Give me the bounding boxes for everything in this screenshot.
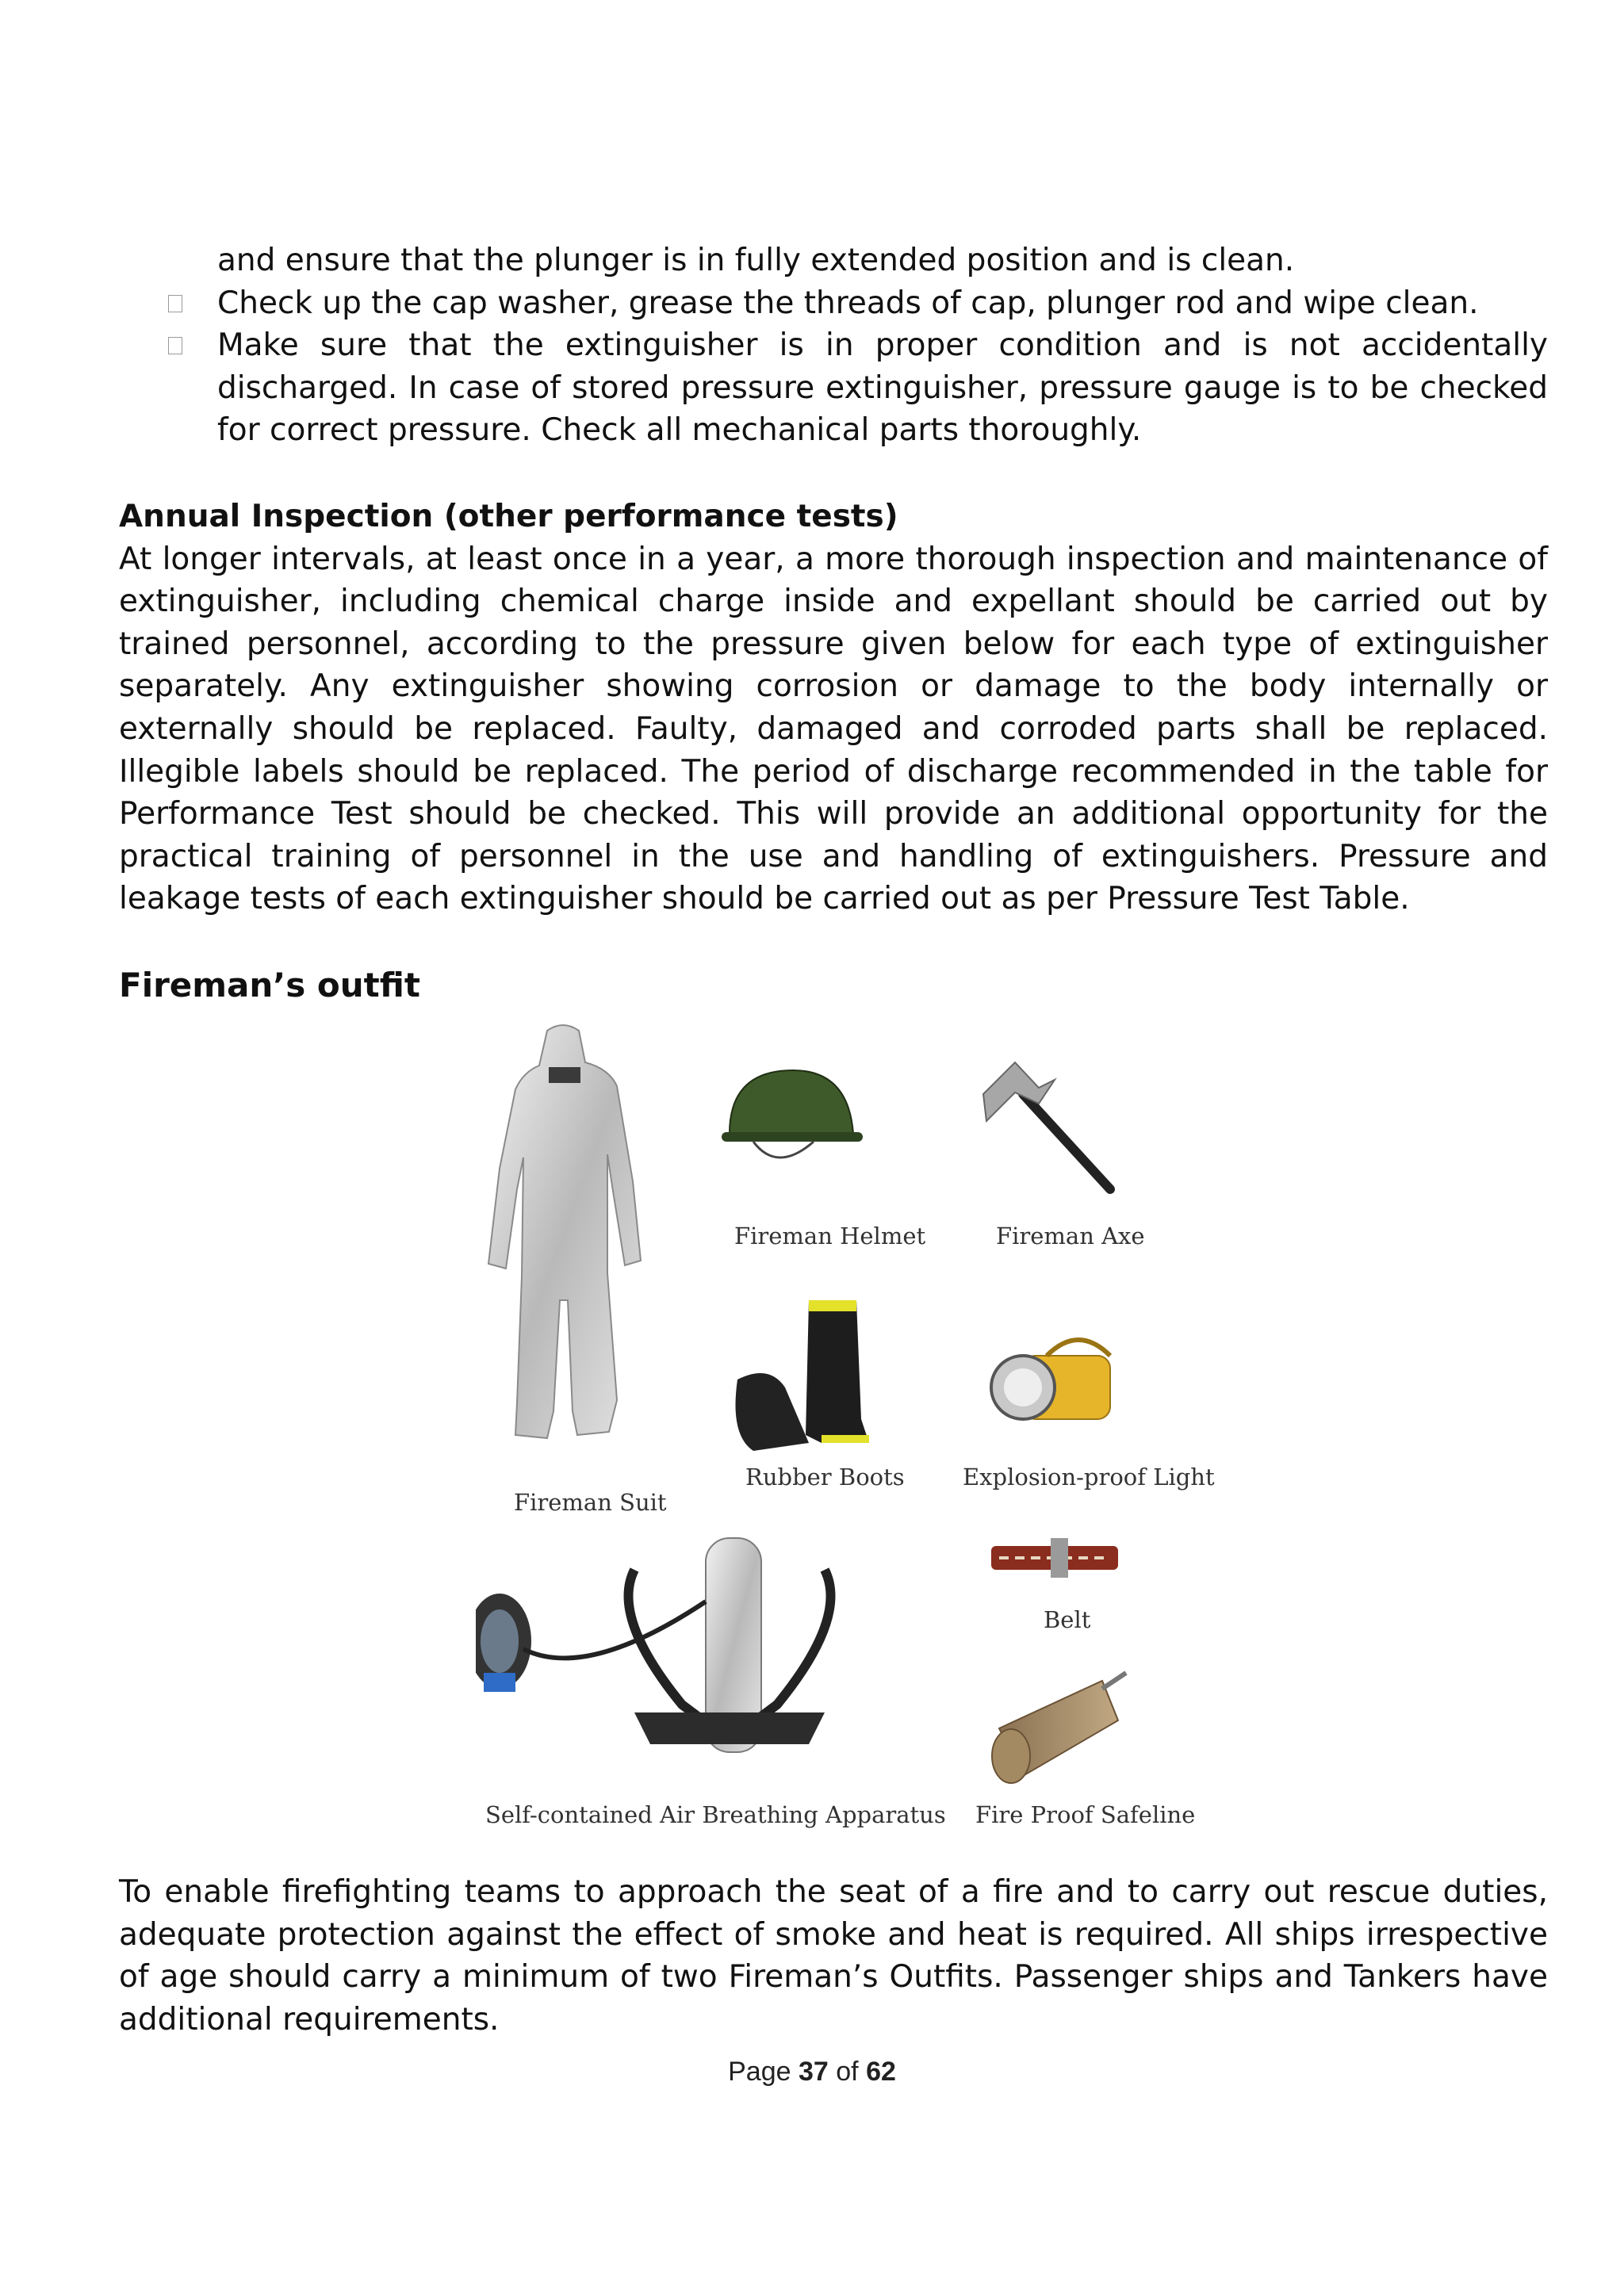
explosion-proof-light-icon bbox=[991, 1340, 1110, 1419]
fireman-outfit-section bbox=[119, 963, 1548, 1008]
bullet-icon bbox=[168, 337, 182, 354]
fireman-helmet-icon bbox=[722, 1070, 863, 1158]
belt-icon bbox=[991, 1538, 1118, 1578]
caption-scba: Self-contained Air Breathing Apparatus bbox=[485, 1801, 946, 1828]
list-item-text: Check up the cap washer, grease the threads of cap, plunger rod and wipe clean. bbox=[217, 285, 1479, 321]
annual-inspection-section bbox=[119, 496, 1548, 920]
list-item-text: and ensure that the plunger is in fully extended position and is clean. bbox=[217, 243, 1295, 278]
maintenance-bullet-list bbox=[119, 239, 1548, 452]
caption-belt: Belt bbox=[1044, 1606, 1091, 1633]
caption-fireman-axe: Fireman Axe bbox=[996, 1223, 1145, 1249]
list-item-continuation bbox=[119, 239, 1548, 282]
fireman-axe-icon bbox=[983, 1062, 1110, 1189]
list-item bbox=[119, 282, 1548, 325]
fireman-suit-icon bbox=[488, 1025, 641, 1438]
list-item-text: Make sure that the extinguisher is in proper condition and is not accidentally discharged. In case of stored pressure extinguisher, pressure gauge is to be checked for correct pressure. Check all mechanical parts thoroughly. bbox=[217, 327, 1548, 449]
fireman-outfit-illustration bbox=[476, 1015, 1205, 1839]
fire-proof-safeline-icon bbox=[992, 1673, 1126, 1783]
footer-of: of bbox=[836, 2057, 859, 2087]
page-footer bbox=[0, 2057, 1624, 2087]
list-item bbox=[119, 324, 1548, 452]
fireman-outfit-figure bbox=[476, 1015, 1215, 1839]
fireman-outfit-paragraph: To enable firefighting teams to approach the seat of a fire and to carry out rescue duties, adequate protection against the effect of smoke and heat is required. All ships irrespective of age should carry a minimum of two Fireman’s Outfits. Passenger ships and Tankers have additional requirements. bbox=[119, 1874, 1548, 2038]
caption-fireman-suit: Fireman Suit bbox=[514, 1489, 667, 1516]
annual-inspection-paragraph: At longer intervals, at least once in a year, a more thorough inspection and maintenance of extinguisher, including chemical charge inside and expellant should be carried out by trained personnel, according to the pressure given below for each type of extinguisher separately. Any extinguisher showing corrosion or damage to the body internally or externally should be replaced. Faulty, damaged and corroded parts shall be replaced. Illegible labels should be replaced. The period of discharge recommended in the table for Performance Test should be checked. This will provide an additional opportunity for the practical training of personnel in the use and handling of extinguishers. Pressure and leakage tests of each extinguisher should be carried out as per Pressure Test Table. bbox=[119, 541, 1548, 917]
bullet-icon bbox=[168, 295, 182, 312]
caption-explosion-proof-light: Explosion-proof Light bbox=[963, 1464, 1215, 1490]
section-heading: Annual Inspection (other performance tests) bbox=[119, 499, 898, 534]
caption-fireman-helmet: Fireman Helmet bbox=[734, 1223, 926, 1249]
section-heading: Fireman’s outfit bbox=[119, 966, 420, 1004]
total-page-count: 62 bbox=[866, 2057, 896, 2087]
fireman-outfit-body-section bbox=[119, 1871, 1548, 2041]
current-page-number: 37 bbox=[798, 2057, 829, 2087]
rubber-boots-icon bbox=[736, 1300, 870, 1451]
scba-icon bbox=[476, 1538, 831, 1752]
footer-prefix: Page bbox=[728, 2057, 791, 2087]
caption-fire-proof-safeline: Fire Proof Safeline bbox=[975, 1801, 1196, 1828]
caption-rubber-boots: Rubber Boots bbox=[745, 1464, 905, 1490]
